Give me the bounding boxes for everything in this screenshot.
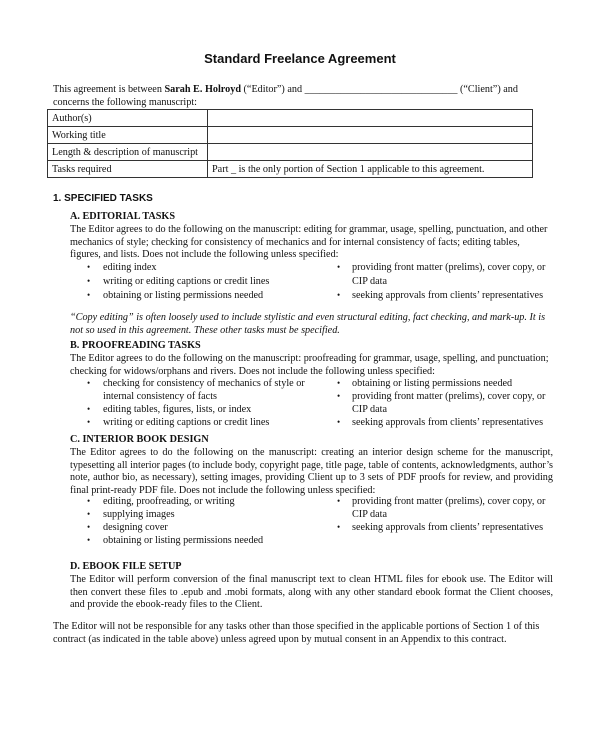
bullet-icon: • bbox=[87, 522, 91, 532]
list-item: editing index bbox=[103, 262, 157, 273]
table-row bbox=[48, 161, 533, 178]
bullet-icon: • bbox=[337, 417, 341, 427]
intro-mid: (“Editor”) and ______________________________ (“Client”) and bbox=[240, 84, 518, 95]
table-row bbox=[48, 127, 533, 144]
table-cell-value bbox=[208, 110, 533, 127]
bullet-icon: • bbox=[87, 496, 91, 506]
bullet-icon: • bbox=[87, 262, 91, 272]
list-item: internal consistency of facts bbox=[103, 391, 218, 402]
bullet-icon: • bbox=[87, 276, 91, 286]
subsection-heading-editorial: A. EDITORIAL TASKS bbox=[70, 211, 176, 222]
list-item: seeking approvals from clients’ representatives bbox=[352, 417, 544, 428]
table-cell-label: Working title bbox=[48, 127, 208, 144]
list-item: obtaining or listing permissions needed bbox=[103, 290, 264, 301]
list-item: CIP data bbox=[352, 404, 387, 415]
list-item: seeking approvals from clients’ representatives bbox=[352, 522, 544, 533]
manuscript-table bbox=[47, 109, 533, 178]
subsection-heading-interior-design: C. INTERIOR BOOK DESIGN bbox=[70, 434, 209, 445]
ebook-body: The Editor will perform conversion of the final manuscript text to clean HTML files for ebook use. The Editor will then convert these files to .epub and .mobi formats, along with any other standard ebook format the Client chooses, and provide the ebook-ready files to the Client. bbox=[70, 574, 553, 610]
subsection-heading-ebook: D. EBOOK FILE SETUP bbox=[70, 561, 182, 572]
section-heading: 1. SPECIFIED TASKS bbox=[53, 193, 153, 204]
table-cell-value bbox=[208, 144, 533, 161]
table-cell-label: Author(s) bbox=[48, 110, 208, 127]
editor-name: Sarah E. Holroyd bbox=[164, 84, 241, 95]
list-item: obtaining or listing permissions needed bbox=[103, 535, 264, 546]
intro-pre: This agreement is between bbox=[53, 84, 165, 95]
bullet-icon: • bbox=[337, 522, 341, 532]
bullet-icon: • bbox=[337, 496, 341, 506]
table-cell-label: Length & description of manuscript bbox=[48, 144, 208, 161]
table-cell-label: Tasks required bbox=[48, 161, 208, 178]
bullet-icon: • bbox=[337, 262, 341, 272]
bullet-icon: • bbox=[87, 509, 91, 519]
document-title: Standard Freelance Agreement bbox=[204, 51, 396, 66]
bullet-icon: • bbox=[87, 417, 91, 427]
bullet-icon: • bbox=[337, 290, 341, 300]
list-item: CIP data bbox=[352, 276, 387, 287]
closing-paragraph: The Editor will not be responsible for any tasks other than those specified in the applicable portions of Section 1 of this contract (as indicated in the table above) unless agreed upon by mutual consent in an Appendix to this contract. bbox=[53, 621, 540, 645]
table-row bbox=[48, 110, 533, 127]
list-item: editing, proofreading, or writing bbox=[103, 496, 235, 507]
proofreading-body: The Editor agrees to do the following on the manuscript: proofreading for grammar, usage, spelling, and punctuation; checking for widows/orphans and rivers. Does not include the following unless specified: bbox=[70, 353, 549, 377]
interior-design-body: The Editor agrees to do the following on the manuscript: creating an interior design scheme for the manuscript, typesetting all interior pages (to include body, copyright page, title page, table of contents, acknowledgments, author’s note, author bio, as necessary), setting images, providing Client up to 3 sets of PDF proofs for review, and providing final print-ready PDF file. Does not include the following unless specified: bbox=[70, 447, 553, 496]
bullet-icon: • bbox=[87, 404, 91, 414]
list-item: CIP data bbox=[352, 509, 387, 520]
bullet-icon: • bbox=[337, 391, 341, 401]
editorial-body: The Editor agrees to do the following on the manuscript: editing for grammar, usage, spelling, punctuation, and other mechanics of style; checking for consistency of mechanics and for internal consistency of facts; editing tables, figures, and lists. Does not include the following unless specified: bbox=[70, 224, 548, 260]
list-item: designing cover bbox=[103, 522, 168, 533]
bullet-icon: • bbox=[87, 378, 91, 388]
list-item: writing or editing captions or credit lines bbox=[103, 276, 270, 287]
copy-editing-note: “Copy editing” is often loosely used to include stylistic and even structural editing, fact checking, and mark-up. It is not so used in this agreement. These other tasks must be specified. bbox=[70, 312, 546, 336]
intro-line2: concerns the following manuscript: bbox=[53, 96, 198, 108]
table-row bbox=[48, 144, 533, 161]
list-item: providing front matter (prelims), cover copy, or bbox=[352, 262, 546, 273]
list-item: obtaining or listing permissions needed bbox=[352, 378, 513, 389]
bullet-icon: • bbox=[337, 378, 341, 388]
list-item: checking for consistency of mechanics of style or bbox=[103, 378, 305, 389]
bullet-icon: • bbox=[87, 535, 91, 545]
list-item: providing front matter (prelims), cover copy, or bbox=[352, 496, 546, 507]
intro-paragraph bbox=[53, 84, 553, 109]
list-item: providing front matter (prelims), cover copy, or bbox=[352, 391, 546, 402]
table-cell-value: Part _ is the only portion of Section 1 applicable to this agreement. bbox=[208, 161, 533, 178]
table-cell-value bbox=[208, 127, 533, 144]
list-item: supplying images bbox=[103, 509, 175, 520]
list-item: seeking approvals from clients’ representatives bbox=[352, 290, 544, 301]
list-item: editing tables, figures, lists, or index bbox=[103, 404, 252, 415]
subsection-heading-proofreading: B. PROOFREADING TASKS bbox=[70, 340, 201, 351]
bullet-icon: • bbox=[87, 290, 91, 300]
list-item: writing or editing captions or credit lines bbox=[103, 417, 270, 428]
